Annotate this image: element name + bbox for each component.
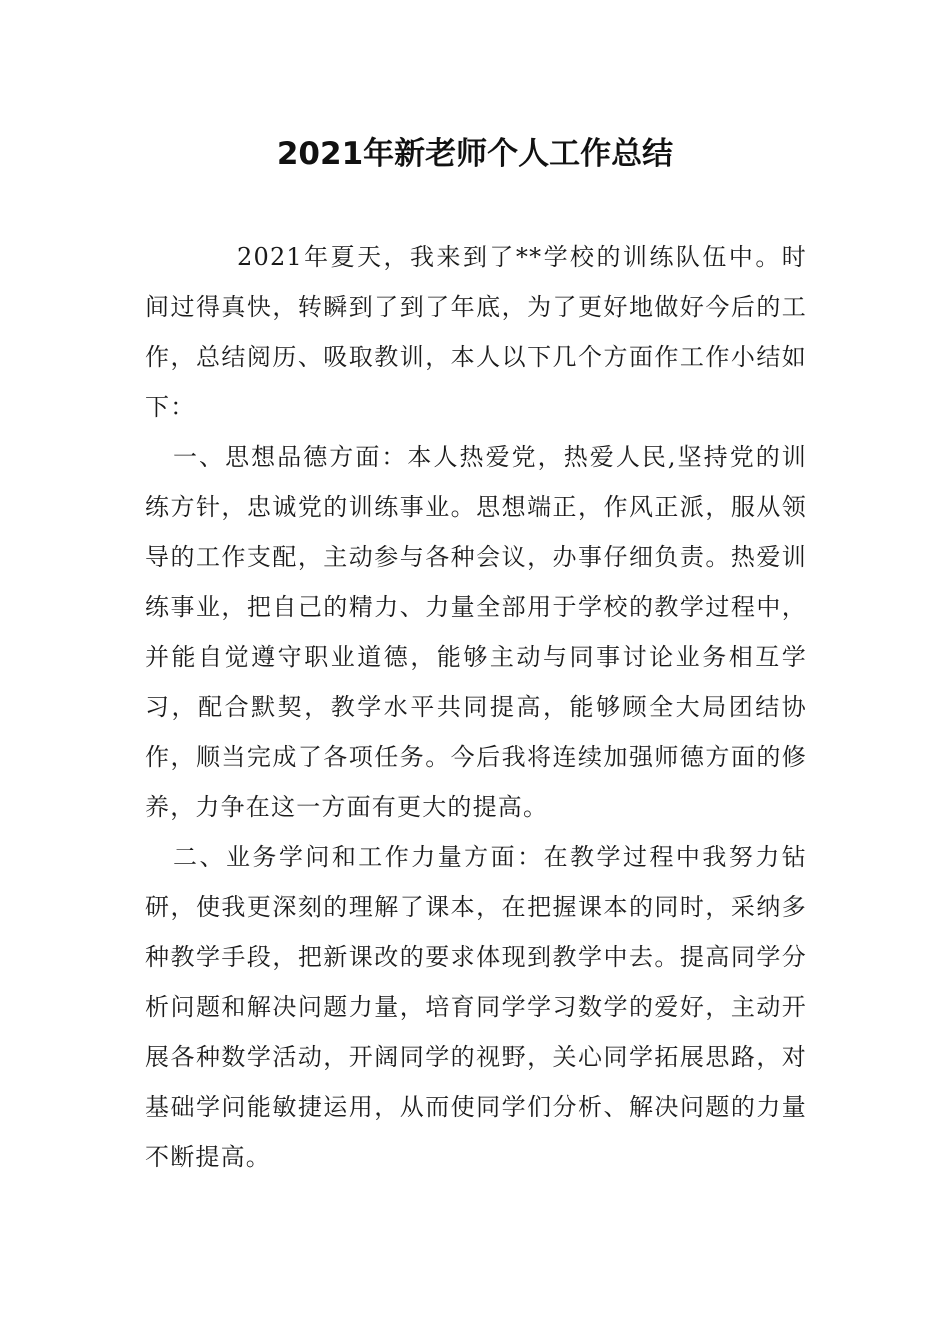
document-body <box>145 232 807 1182</box>
paragraph-professional: 二、业务学问和工作力量方面：在教学过程中我努力钻研，使我更深刻的理解了课本，在把握课本的同时，采纳多种教学手段，把新课改的要求体现到教学中去。提高同学分析问题和解决问题力量，培育同学学习数学的爱好，主动开展各种数学活动，开阔同学的视野，关心同学拓展思路，对基础学问能敏捷运用，从而使同学们分析、解决问题的力量不断提高。 <box>145 843 807 1171</box>
paragraph-ideology: 一、思想品德方面：本人热爱党，热爱人民,坚持党的训练方针，忠诚党的训练事业。思想端正，作风正派，服从领导的工作支配，主动参与各种会议，办事仔细负责。热爱训练事业，把自己的精力、力量全部用于学校的教学过程中，并能自觉遵守职业道德，能够主动与同事讨论业务相互学习，配合默契，教学水平共同提高，能够顾全大局团结协作，顺当完成了各项任务。今后我将连续加强师德方面的修养，力争在这一方面有更大的提高。 <box>145 443 807 821</box>
document-title: 2021年新老师个人工作总结 <box>276 136 674 172</box>
paragraph-intro: 2021年夏天，我来到了**学校的训练队伍中。时间过得真快，转瞬到了到了年底，为了更好地做好今后的工作，总结阅历、吸取教训，本人以下几个方面作工作小结如下： <box>145 243 807 421</box>
